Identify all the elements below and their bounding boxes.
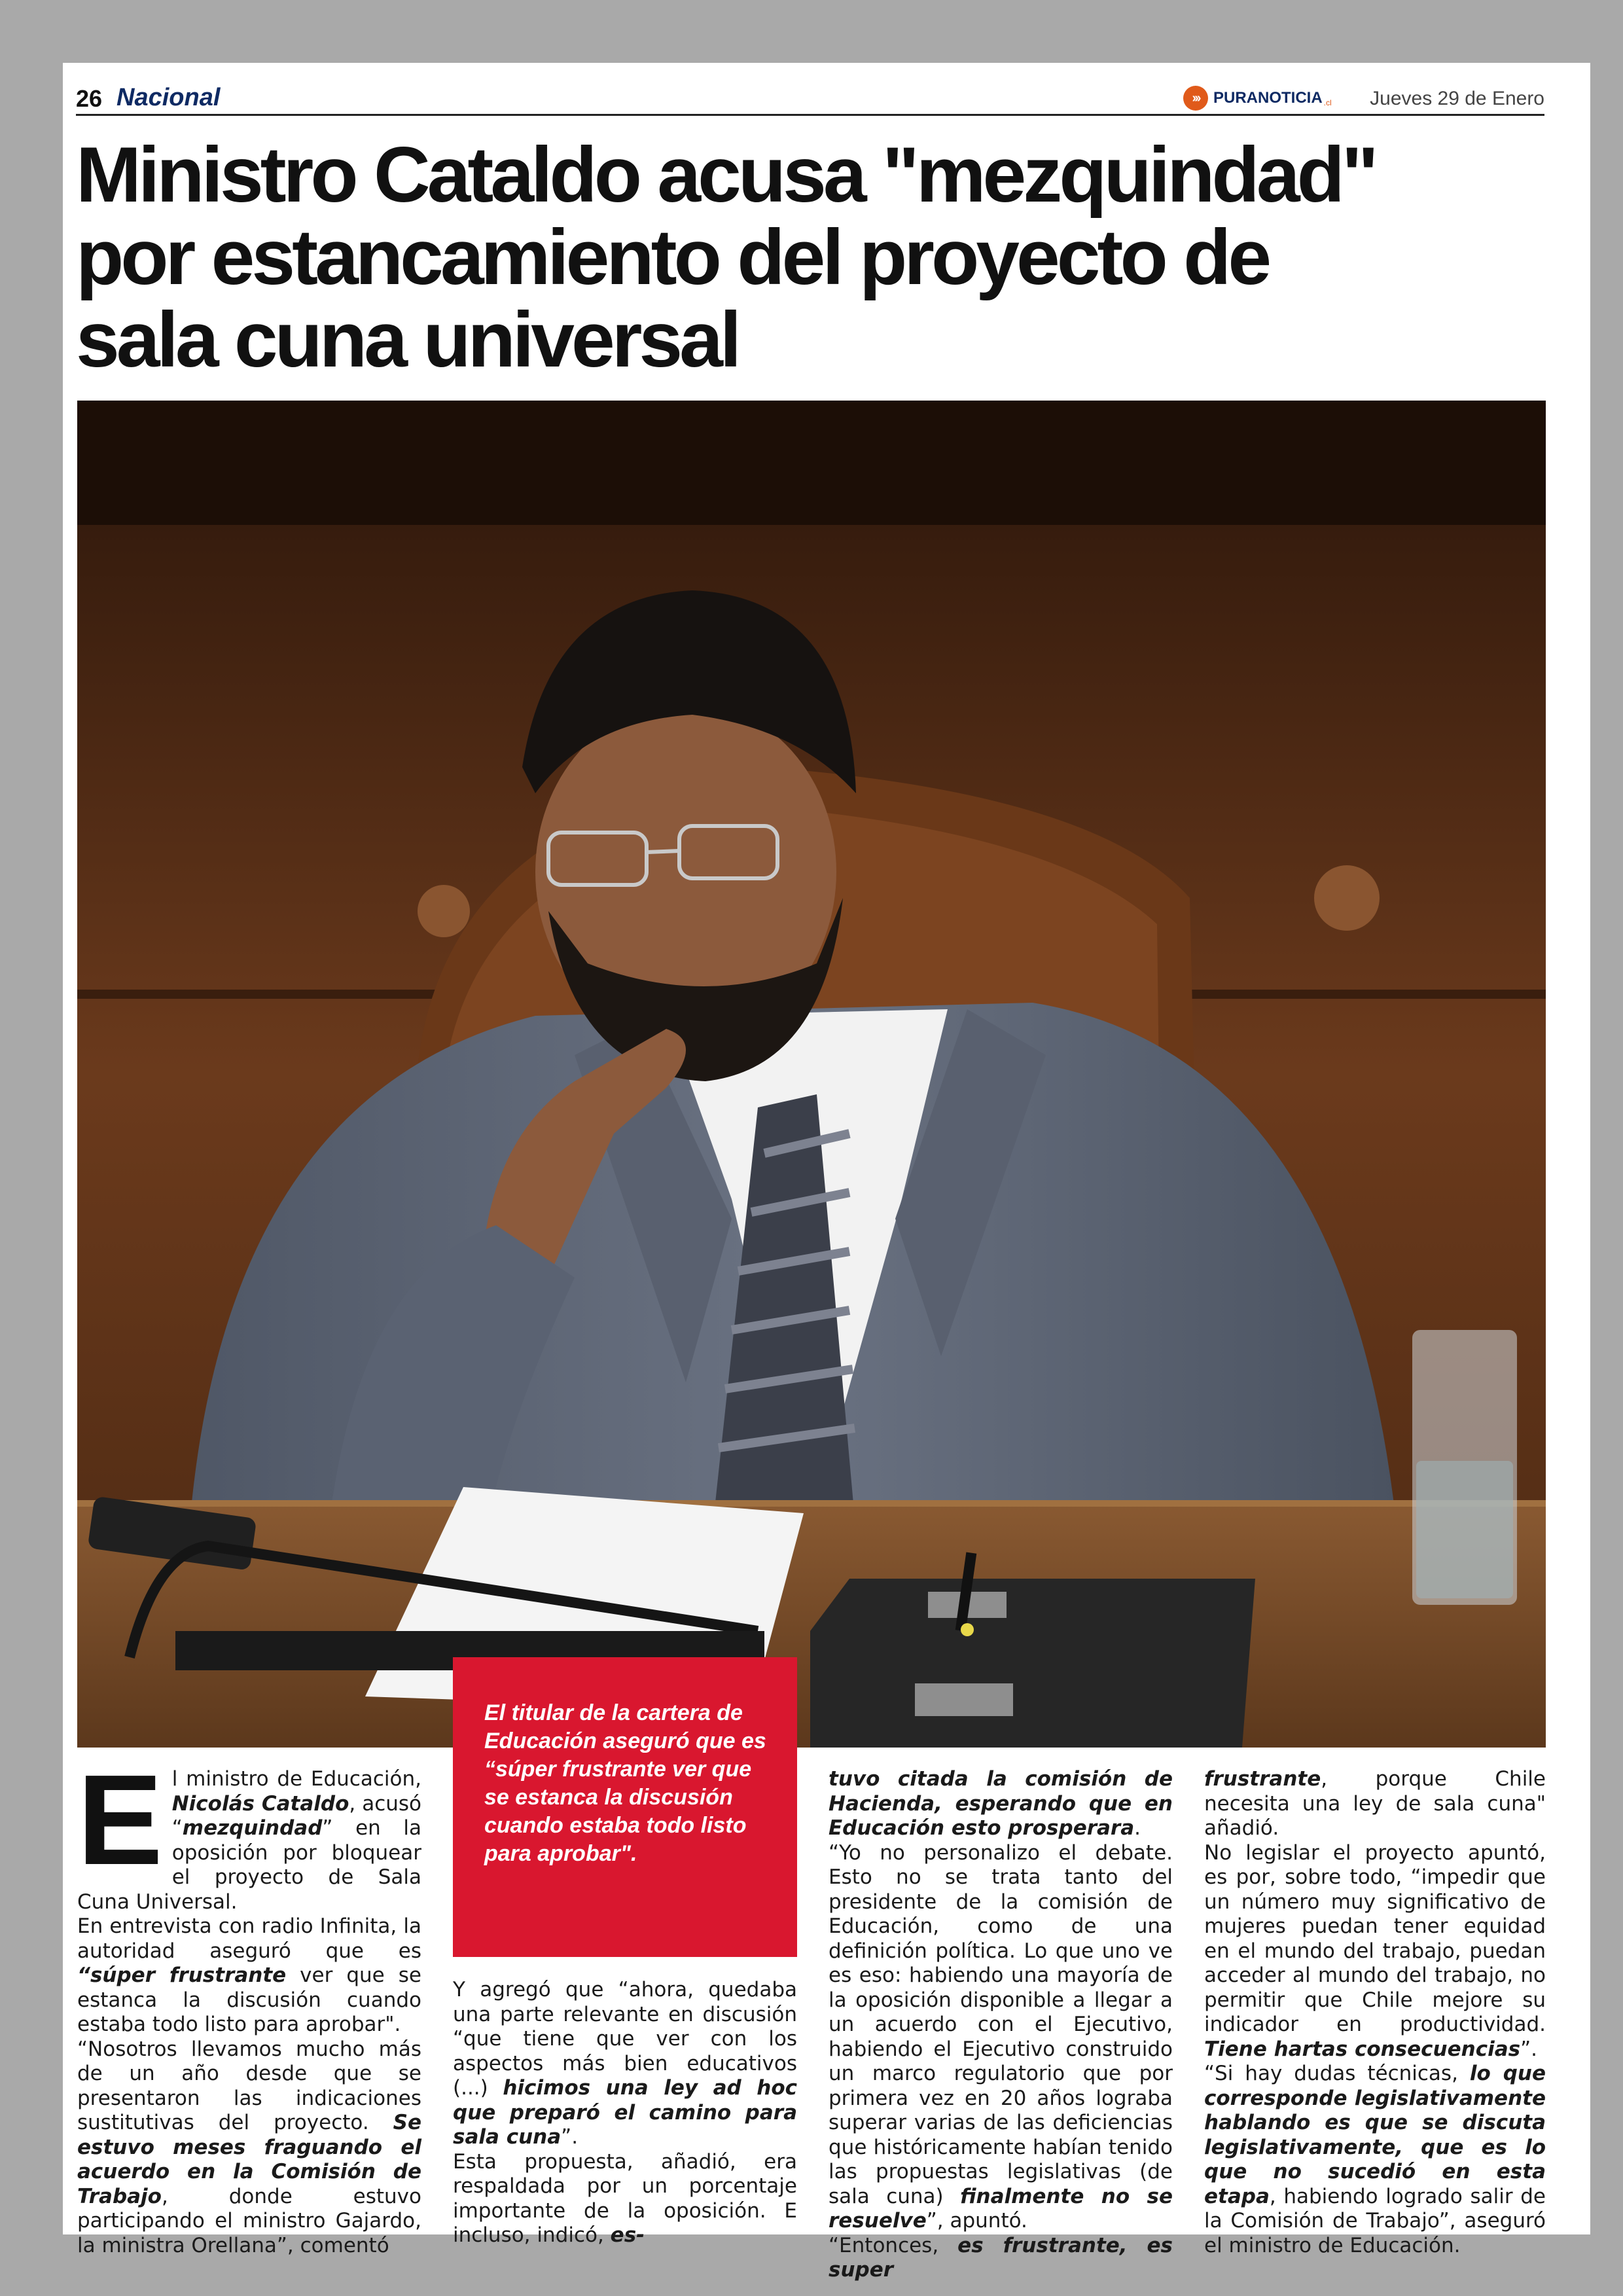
paragraph xyxy=(453,2150,797,2248)
issue-date: Jueves 29 de Enero xyxy=(1370,88,1544,109)
text: l ministro de Educación, xyxy=(171,1767,421,1791)
paragraph xyxy=(77,1914,421,2037)
headline-line-3: sala cuna universal xyxy=(76,296,739,384)
headline-line-2: por estancamiento del proyecto de xyxy=(76,213,1269,301)
text: ” en la oposición por bloquear el proyecto de Sala Cuna Universal. xyxy=(77,1816,421,1914)
text: No legislar el proyecto apuntó, es por, sobre todo, “impedir que un número muy significativo de mujeres puedan tener equidad en el mundo del trabajo, puedan acceder al mundo del trabajo, no permitir que Chile mejore su indicador en productividad. xyxy=(1204,1840,1546,2036)
minister-photo-illustration xyxy=(77,401,1546,1748)
article-column-1 xyxy=(77,1748,421,2258)
text: “Si hay dudas técnicas, xyxy=(1204,2062,1470,2085)
text: Esta propuesta, añadió, era respaldada por un porcentaje importante de la oposición. E incluso, indicó, xyxy=(453,2149,797,2247)
bold-text: tuvo citada la comisión de Hacienda, esperando que en Educación esto prosperara xyxy=(829,1767,1173,1840)
double-chevron-right-icon: ››› xyxy=(1183,86,1208,111)
paragraph xyxy=(77,1748,421,1914)
bold-text: es- xyxy=(610,2223,645,2247)
bold-text: lo que corresponde legislativamente hablando es que se discuta legislativamente, que es lo que no sucedió en esta etapa xyxy=(1204,2062,1546,2208)
article-column-3 xyxy=(829,1767,1173,2283)
section-name: Nacional xyxy=(116,84,221,111)
text: , acusó “ xyxy=(171,1791,421,1840)
article-photo xyxy=(77,401,1546,1748)
text: ”. xyxy=(1520,2037,1537,2061)
text: . xyxy=(1134,1816,1141,1840)
brand-name: PURANOTICIA xyxy=(1213,89,1323,107)
text: “Yo no personalizo el debate. Esto no se trata tanto del presidente de la comisión de Educación, como de una definición política. Lo que uno ve es eso: habiendo una mayoría de la oposición disponible a llegar a un acuerdo con el Ejecutivo, habiendo el Ejecutivo construido un marco regulatorio que por primera vez en 20 años lograba superar varias de las deficiencias que históricamente habían tenido las propuestas legislativas (de sala cuna) xyxy=(829,1840,1173,2208)
bold-text: Se estuvo meses fraguando el acuerdo en la Comisión de Trabajo xyxy=(77,2111,421,2208)
text: ”, apuntó. xyxy=(926,2209,1027,2233)
headline-line-1: Ministro Cataldo acusa "mezquindad" xyxy=(76,131,1376,219)
text: ver que se estanca la discusión cuando estaba todo listo para aprobar". xyxy=(77,1964,421,2036)
headline xyxy=(76,131,1544,384)
paragraph xyxy=(1204,1841,1546,2062)
text: Y agregó que “ahora, quedaba una parte relevante en discusión “que tiene que ver con los aspectos más bien educativos (...) xyxy=(453,1978,797,2100)
page-header xyxy=(76,81,1544,116)
drop-cap: E xyxy=(77,1748,163,1892)
bold-text: “súper frustrante xyxy=(77,1964,287,1987)
article-column-2 xyxy=(453,1978,797,2248)
paragraph xyxy=(1204,1767,1546,1841)
article-column-4 xyxy=(1204,1767,1546,2258)
bold-text: mezquindad xyxy=(182,1816,323,1840)
page-number: 26 xyxy=(76,85,103,112)
brand-suffix: .cl xyxy=(1323,98,1332,107)
bold-text: hicimos una ley ad hoc que preparó el camino para sala cuna xyxy=(453,2076,798,2149)
paragraph xyxy=(1204,2062,1546,2258)
text: En entrevista con radio Infinita, la autoridad aseguró que es xyxy=(77,1914,421,1963)
text: , donde estuvo participando el ministro Gajardo, la ministra Orellana”, comentó xyxy=(77,2184,421,2257)
text: , habiendo logrado salir de la Comisión de Trabajo”, aseguró el ministro de Educación. xyxy=(1204,2184,1546,2257)
paragraph xyxy=(829,1841,1173,2234)
paragraph xyxy=(829,1767,1173,1841)
text: , porque Chile necesita una ley de sala cuna" añadió. xyxy=(1204,1767,1546,1840)
brand-logo xyxy=(1183,85,1332,111)
text: “Nosotros llevamos mucho más de un año desde que se presentaron las indicaciones sustitutivas del proyecto. xyxy=(77,2037,421,2134)
text: ”. xyxy=(561,2125,579,2149)
newspaper-page xyxy=(63,63,1590,2282)
paragraph xyxy=(829,2234,1173,2283)
bold-text: frustrante xyxy=(1204,1767,1321,1791)
bold-text: Tiene hartas consecuencias xyxy=(1204,2037,1521,2061)
pull-quote: El titular de la cartera de Educación aseguró que es “súper frustrante ver que se estanca la discusión cuando estaba todo listo para aprobar". xyxy=(453,1657,797,1957)
bold-text: finalmente no se resuelve xyxy=(829,2184,1173,2233)
bold-text: es frustrante, es super xyxy=(829,2233,1173,2282)
paragraph xyxy=(453,1978,797,2150)
text: “Entonces, xyxy=(829,2233,958,2257)
bold-text: Nicolás Cataldo xyxy=(171,1791,349,1816)
paragraph xyxy=(77,2037,421,2259)
